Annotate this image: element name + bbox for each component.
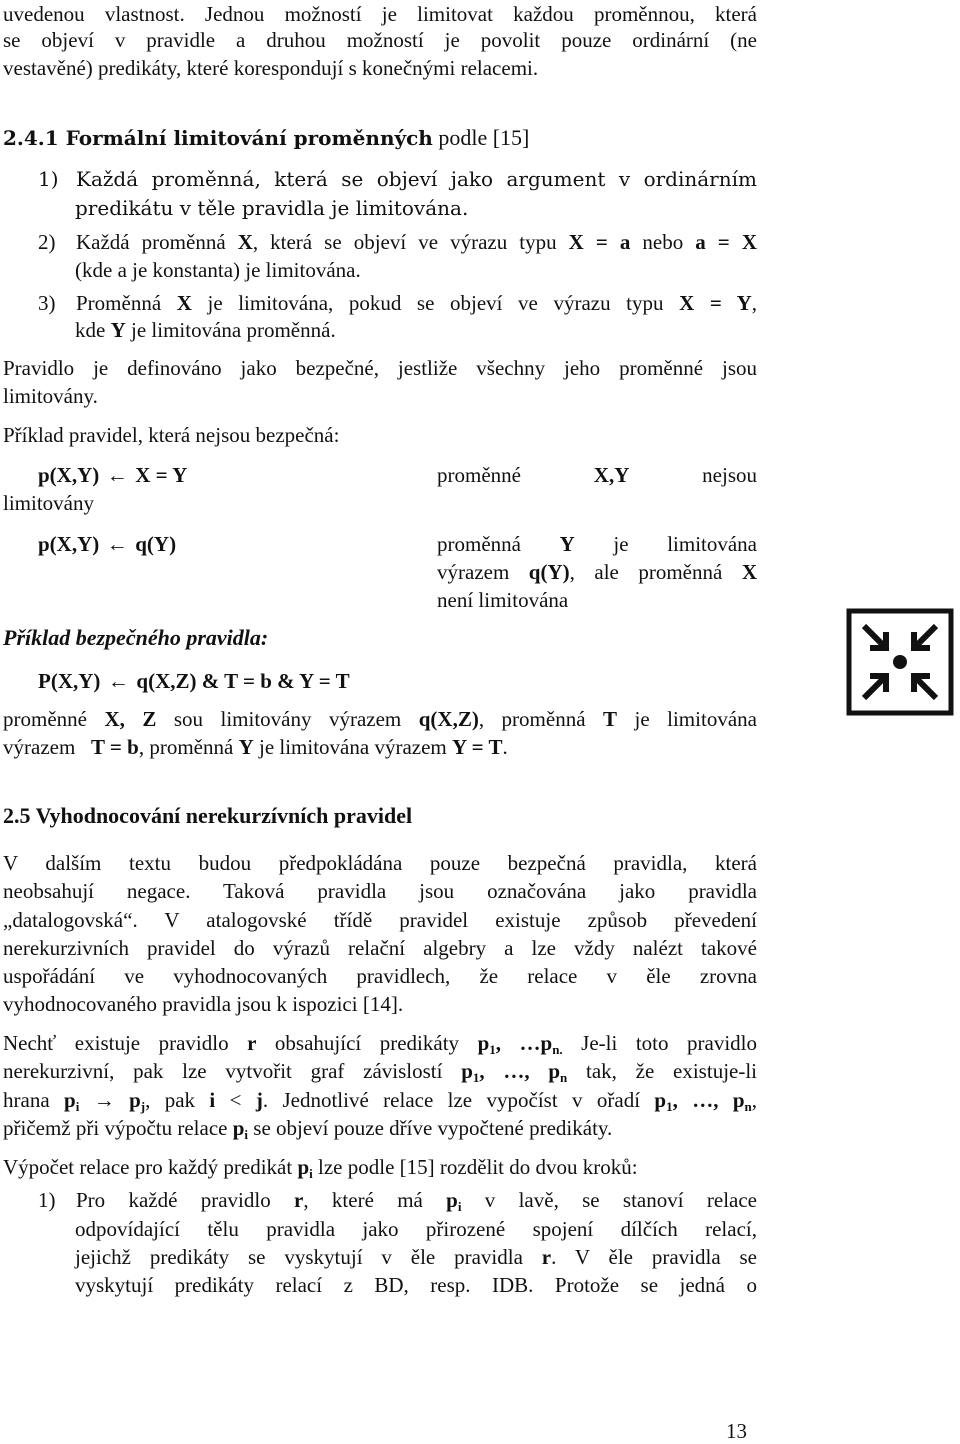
list-item: 1) Pro každé pravidlo r, které má $p_i$ v lavě, se stanoví relace <box>38 1188 758 1214</box>
rule-example: p(X,Y) ← q(Y) <box>38 532 177 556</box>
text-line: proměnné X, Z sou limitovány výrazem q(X,Z), proměnná T je limitována <box>3 707 757 731</box>
rule-comment: proměnné X,Y nejsou <box>437 463 757 487</box>
text-line: predikátu v těle pravidla je limitována. <box>75 196 469 220</box>
text-line: Nechť existuje pravidlo r obsahující predikáty $p_1$, $\dots p_{n.}$ Je-li toto pravidlo <box>3 1031 757 1057</box>
text-line: odpovídající tělu pravidla jako přirozené spojení dílčích relací, <box>75 1217 757 1241</box>
text-line: neobsahují negace. Taková pravidla jsou označována jako pravidla <box>3 879 757 903</box>
text-line: nerekurzivní, pak lze vytvořit graf závislostí $p_1$, …, $p_n$ tak, že existuje-li <box>3 1059 758 1085</box>
text-line: uvedenou vlastnost. Jednou možností je limitovat každou proměnnou, která <box>3 2 757 26</box>
text-line: „datalogovská“. V atalogovské třídě pravidel existuje způsob převedení <box>3 908 757 932</box>
text-line: limitovány <box>3 491 94 515</box>
section-heading: 2.5 Vyhodnocování nerekurzívních pravidel <box>3 803 413 828</box>
list-item: 1) Každá proměnná, která se objeví jako argument v ordinárním <box>38 167 757 191</box>
text-line: vyskytují predikáty relací z BD, resp. IDB. Protože se jedná o <box>75 1273 757 1297</box>
text-line: nerekurzivních pravidel do výrazů relační algebry a lze vždy nalézt takové <box>3 936 757 960</box>
text-line: kde Y je limitována proměnná. <box>75 318 336 342</box>
text-line: Výpočet relace pro každý predikát $p_i$ lze podle [15] rozdělit do dvou kroků: <box>3 1155 638 1181</box>
list-item: 3) Proměnná X je limitována, pokud se objeví ve výrazu typu X = Y, <box>38 291 757 315</box>
text-line: Pravidlo je definováno jako bezpečné, jestliže všechny jeho proměnné jsou <box>3 356 757 380</box>
text-line: jejichž predikáty se vyskytují v ěle pravidla r. V ěle pravidla se <box>75 1245 757 1269</box>
text-line: (kde a je konstanta) je limitována. <box>75 258 361 282</box>
text-line: vestavěné) predikáty, které korespondují s konečnými relacemi. <box>3 56 539 80</box>
rule-comment: není limitována <box>437 588 569 612</box>
page-number: 13 <box>726 1419 747 1443</box>
text-line: výrazem T = b, proměnná Y je limitována výrazem Y = T. <box>3 735 508 759</box>
text-line: přičemž při výpočtu relace $p_i$ se objeví pouze dříve vypočtené predikáty. <box>3 1116 613 1142</box>
section-heading: 2.4.1 Formální limitování proměnných podle [15] <box>3 125 530 150</box>
list-item: 2) Každá proměnná X, která se objeví ve výrazu typu X = a nebo a = X <box>38 230 757 254</box>
text-line: Příklad pravidel, která nejsou bezpečná: <box>3 423 340 447</box>
left-arrow-icon: ← <box>107 669 129 693</box>
rule-example: p(X,Y) ← X = Y <box>38 463 188 487</box>
rule-comment: výrazem q(Y), ale proměnná X <box>437 560 757 584</box>
rule-example: P(X,Y) ← q(X,Z) & T = b & Y = T <box>38 669 350 693</box>
left-arrow-icon: ← <box>106 463 128 487</box>
example-title: Příklad bezpečného pravidla: <box>3 625 269 650</box>
text-line: se objeví v pravidle a druhou možností je povolit pouze ordinární (ne <box>3 28 757 52</box>
text-line: V dalším textu budou předpokládána pouze bezpečná pravidla, která <box>3 851 757 875</box>
text-line: uspořádání ve vyhodnocovaných pravidlech, že relace v ěle zrovna <box>3 964 757 988</box>
text-line: hrana $p_i \to p_j$, pak i < j. Jednotlivé relace lze vypočíst v ořadí $p_1$, …, $p_n$, <box>3 1088 758 1114</box>
converging-arrows-icon <box>846 608 954 716</box>
rule-comment: proměnná Y je limitována <box>437 532 758 556</box>
left-arrow-icon: ← <box>106 532 128 556</box>
right-arrow-icon: → <box>93 1088 115 1112</box>
text-line: limitovány. <box>3 384 98 408</box>
text-line: vyhodnocovaného pravidla jsou k ispozici [14]. <box>3 992 404 1016</box>
